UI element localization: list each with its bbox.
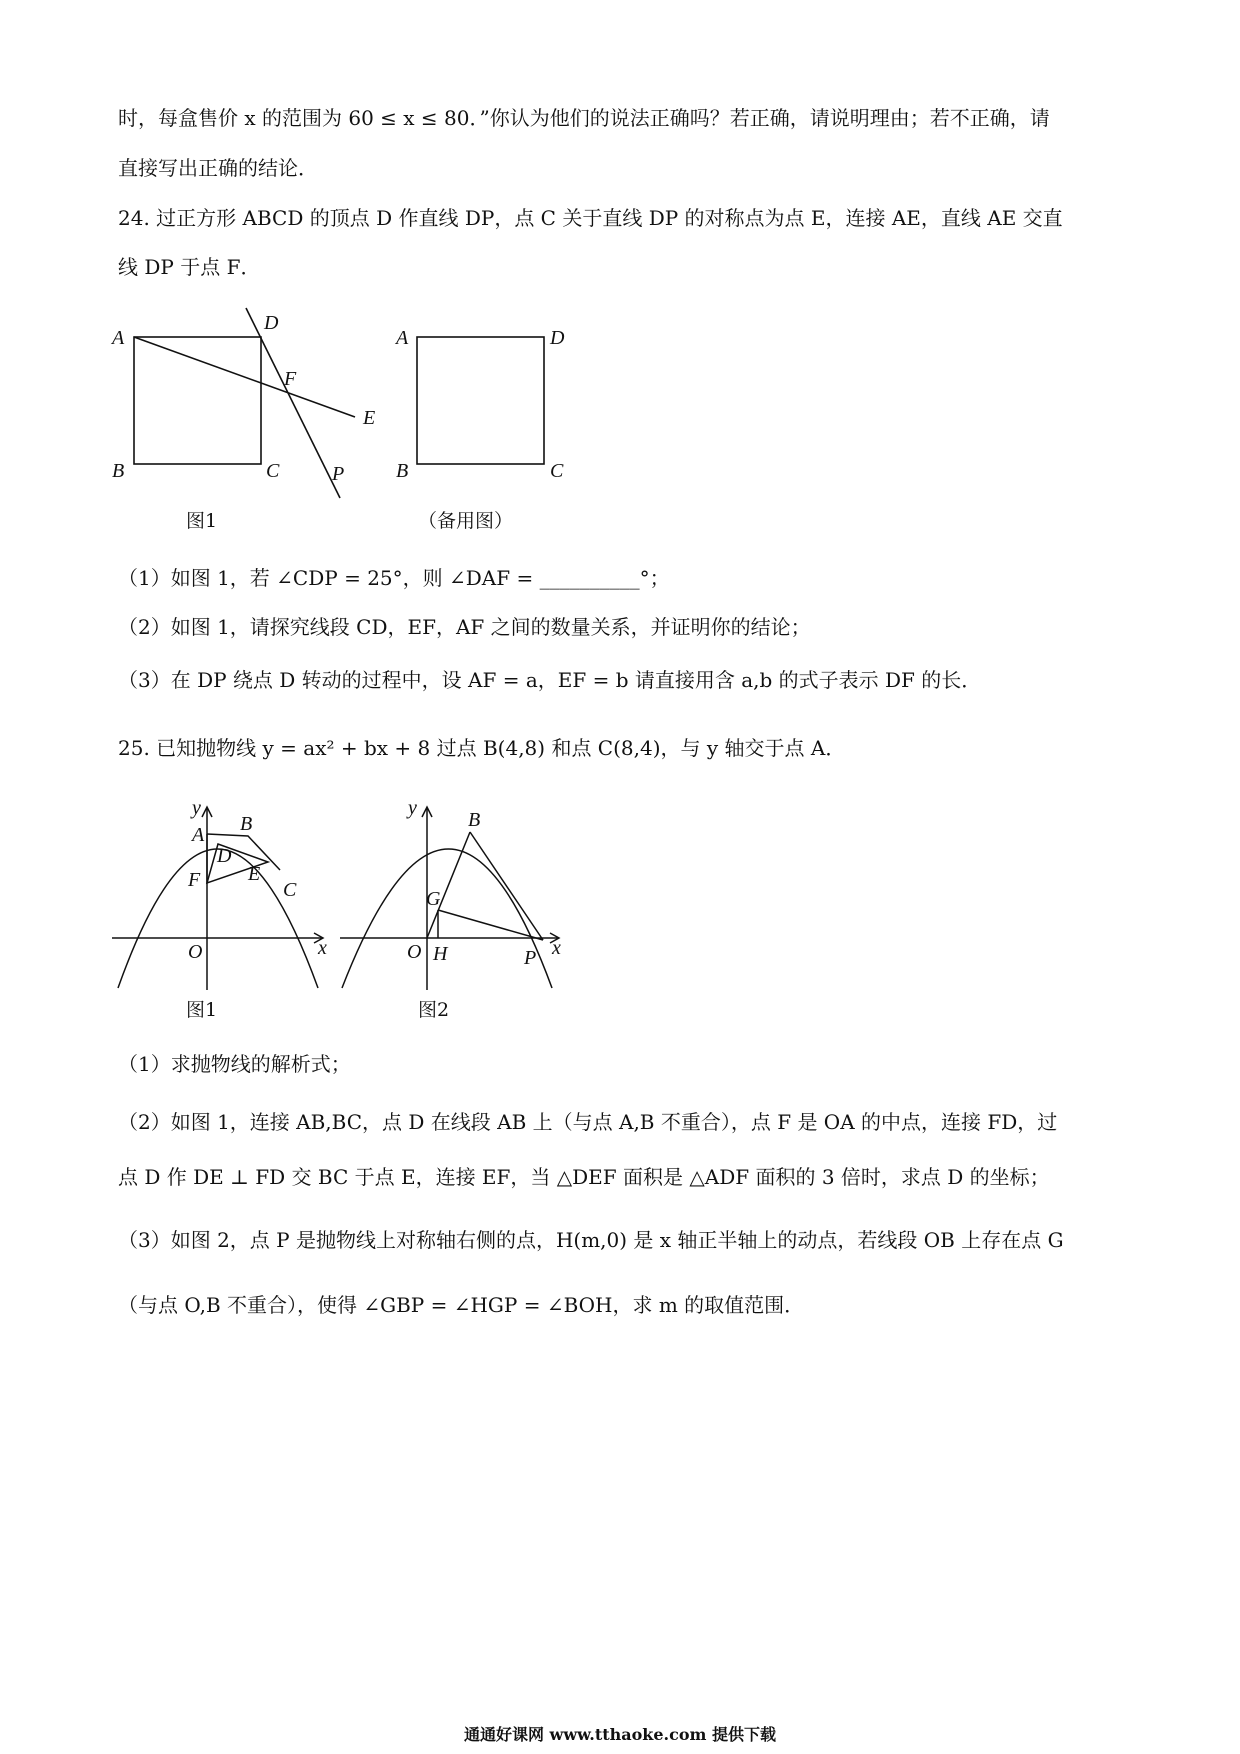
square-abcd	[134, 337, 261, 464]
label-b-25: B	[240, 813, 253, 835]
problem-25-q1: （1）求抛物线的解析式；	[118, 1052, 351, 1076]
problem-24-line-2: 线 DP 于点 F．	[118, 255, 261, 279]
label-e: E	[363, 407, 376, 429]
line-ae	[134, 337, 355, 417]
caption-spare: （备用图）	[418, 510, 514, 532]
segment-ob	[427, 832, 470, 938]
problem-24-q2: （2）如图 1，请探究线段 CD，EF，AF 之间的数量关系，并证明你的结论；	[118, 615, 811, 639]
problem-25-q2-line-2: 点 D 作 DE ⊥ FD 交 BC 于点 E，连接 EF，当 △DEF 面积是 △ADF 面积的 3 倍时，求点 D 的坐标；	[118, 1165, 1050, 1189]
problem-25-stem: 25. 已知抛物线 y = ax² + bx + 8 过点 B(4,8) 和点 C(8,4)，与 y 轴交于点 A．	[118, 736, 846, 760]
label-c: C	[266, 460, 280, 482]
label-b-fig2: B	[468, 809, 481, 831]
parabola-2	[342, 849, 552, 988]
problem-24-q1: （1）如图 1，若 ∠CDP = 25°，则 ∠DAF = __________°；	[118, 566, 670, 590]
label-p: P	[332, 463, 345, 485]
problem-24-q3: （3）在 DP 绕点 D 转动的过程中，设 AF = a，EF = b 请直接用含 a,b 的式子表示 DF 的长．	[118, 668, 982, 692]
segment-bp	[470, 832, 543, 940]
axis-x-label-2: x	[552, 937, 561, 959]
fig24-diagram-2	[417, 337, 544, 464]
label-a: A	[112, 327, 125, 349]
label-g-fig2: G	[426, 888, 441, 910]
figure-24	[100, 300, 620, 540]
label-c-25: C	[283, 879, 297, 901]
label-a2: A	[396, 327, 409, 349]
problem-24-line-1: 24. 过正方形 ABCD 的顶点 D 作直线 DP，点 C 关于直线 DP 的对称点为点 E，连接 AE，直线 AE 交直	[118, 206, 1063, 230]
label-b2: B	[396, 460, 409, 482]
label-c2: C	[550, 460, 564, 482]
label-h-fig2: H	[433, 943, 448, 965]
caption-fig2-25: 图2	[418, 999, 450, 1021]
label-e-25: E	[248, 863, 261, 885]
problem-25-q3-line-1: （3）如图 2，点 P 是抛物线上对称轴右侧的点，H(m,0) 是 x 轴正半轴上的动点，若线段 OB 上存在点 G	[118, 1228, 1064, 1252]
caption-fig1: 图1	[186, 510, 218, 532]
axis-y-label-2: y	[408, 797, 417, 819]
text-line-1: 时，每盒售价 x 的范围为 60 ≤ x ≤ 80．”你认为他们的说法正确吗？若正确，请说明理由；若不正确，请	[118, 106, 1050, 130]
axis-y-label-1: y	[192, 797, 201, 819]
figure-25	[100, 790, 640, 1030]
label-o-1: O	[188, 941, 203, 963]
parabola-1	[118, 849, 318, 988]
problem-25-q3-line-2: （与点 O,B 不重合），使得 ∠GBP = ∠HGP = ∠BOH，求 m 的取值范围．	[118, 1293, 805, 1317]
label-p-fig2: P	[524, 947, 537, 969]
line-dp	[246, 308, 340, 498]
text-line-2: 直接写出正确的结论．	[118, 156, 318, 180]
label-d-25: D	[217, 845, 232, 867]
label-f: F	[284, 368, 297, 390]
label-a-25: A	[192, 824, 205, 846]
label-f-25: F	[188, 869, 201, 891]
axis-x-label-1: x	[318, 937, 327, 959]
page-footer: 通通好课网 www.tthaoke.com 提供下载	[463, 1725, 777, 1744]
label-d: D	[264, 312, 279, 334]
segment-gp	[438, 910, 543, 940]
square-abcd-spare	[417, 337, 544, 464]
fig24-diagram-1	[134, 308, 355, 498]
label-b: B	[112, 460, 125, 482]
caption-fig1-25: 图1	[186, 999, 218, 1021]
label-d2: D	[550, 327, 565, 349]
problem-25-q2-line-1: （2）如图 1，连接 AB,BC，点 D 在线段 AB 上（与点 A,B 不重合），点 F 是 OA 的中点，连接 FD，过	[118, 1110, 1058, 1134]
label-o-2: O	[407, 941, 422, 963]
